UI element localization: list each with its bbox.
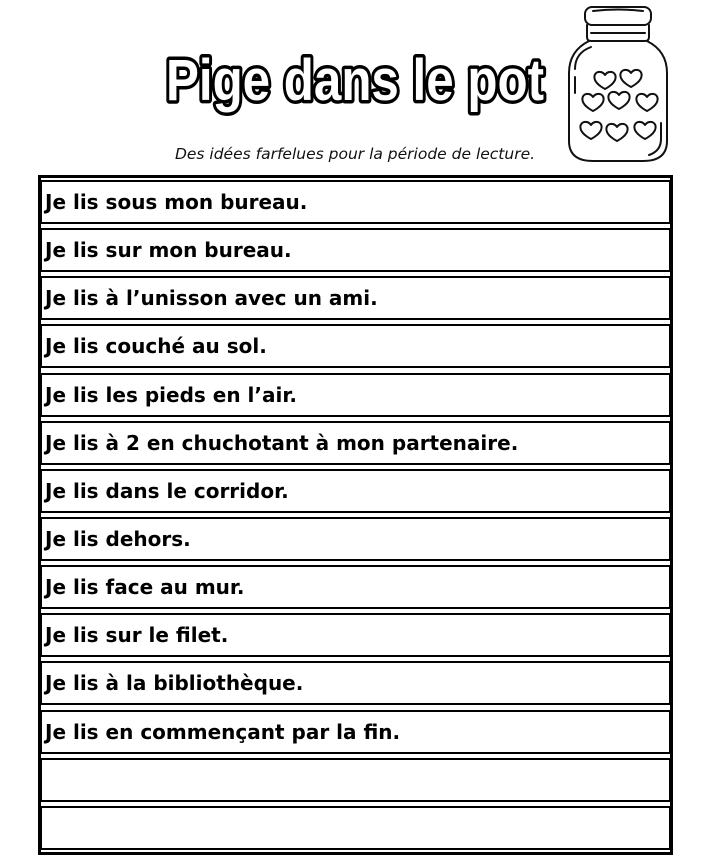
list-item-empty (40, 758, 671, 802)
list-item: Je lis en commençant par la fin. (40, 710, 671, 754)
page-title (140, 42, 570, 122)
list-item: Je lis dehors. (40, 517, 671, 561)
list-item: Je lis à la bibliothèque. (40, 661, 671, 705)
list-item: Je lis couché au sol. (40, 324, 671, 368)
list-item: Je lis les pieds en l’air. (40, 373, 671, 417)
list-item: Je lis à 2 en chuchotant à mon partenaire. (40, 421, 671, 465)
list-item: Je lis sur le filet. (40, 613, 671, 657)
jar-with-hearts-icon (563, 3, 673, 165)
list-item: Je lis à l’unisson avec un ami. (40, 276, 671, 320)
list-item: Je lis face au mur. (40, 565, 671, 609)
list-item: Je lis sur mon bureau. (40, 228, 671, 272)
subtitle: Des idées farfelues pour la période de lecture. (174, 145, 536, 163)
page-title-text: Pige dans le pot (166, 48, 544, 113)
activity-list (38, 175, 673, 855)
list-item: Je lis sous mon bureau. (40, 180, 671, 224)
list-item-empty (40, 806, 671, 850)
list-item: Je lis dans le corridor. (40, 469, 671, 513)
